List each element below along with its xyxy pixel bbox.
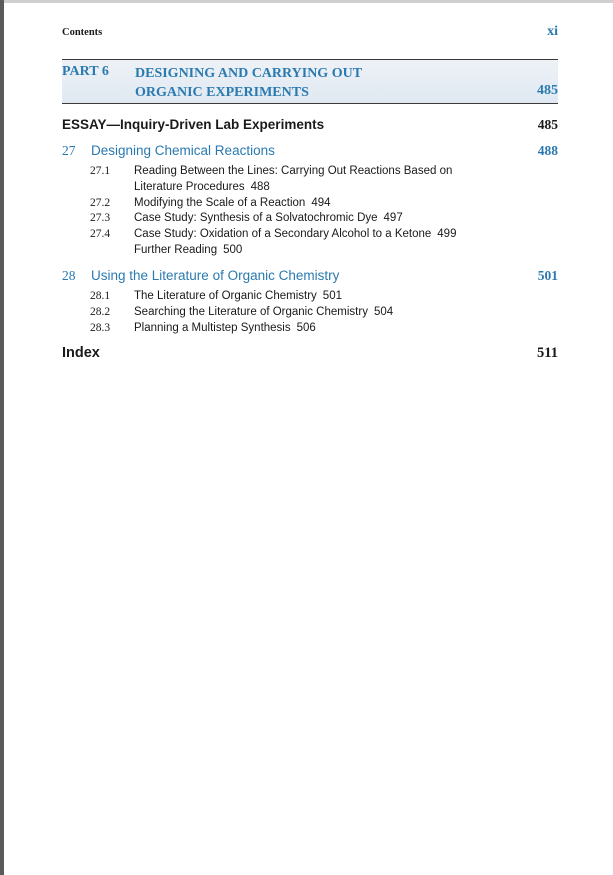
part-label: PART 6 [62,64,109,79]
section-number: 27.3 [90,212,111,224]
section-page: 494 [311,197,331,209]
section-number: 28.1 [90,290,111,302]
chapter-title: Using the Literature of Organic Chemistry [91,268,340,283]
index-title: Index [62,345,100,361]
section-title: Case Study: Oxidation of a Secondary Alcohol to a Ketone [134,228,432,240]
section-number: 28.3 [90,322,111,334]
page-top-edge [0,0,613,3]
further-reading-page: 500 [223,244,243,256]
chapter-page: 488 [537,143,558,158]
toc-entry-section-28-1[interactable] [90,288,490,304]
toc-entry-index[interactable] [62,345,558,365]
essay-title: ESSAY—Inquiry-Driven Lab Experiments [62,117,325,132]
chapter-page: 501 [537,268,558,283]
section-number: 27.4 [90,228,111,240]
toc-entry-essay[interactable] [62,117,558,135]
section-title-line-1: Reading Between the Lines: Carrying Out Reactions Based on [134,165,453,177]
section-page: 504 [373,306,394,318]
section-page: 488 [250,181,270,193]
section-title-line-2: Literature Procedures [134,181,245,193]
part-heading-band [62,59,558,104]
section-number: 27.1 [90,165,111,177]
chapter-title: Designing Chemical Reactions [91,143,275,158]
toc-entry-chapter-27[interactable] [62,143,558,161]
part-title-line-1: DESIGNING AND CARRYING OUT [135,66,363,81]
toc-entry-section-28-2[interactable] [90,304,490,320]
part-title-line-2: ORGANIC EXPERIMENTS [135,85,309,100]
section-title: Searching the Literature of Organic Chemistry [134,306,368,318]
section-title: Planning a Multistep Synthesis [134,322,291,334]
section-title: The Literature of Organic Chemistry [134,290,317,302]
running-head: Contents [62,27,103,38]
section-title [134,163,494,195]
page-left-edge [0,0,4,875]
toc-entry-section-28-3[interactable] [90,320,490,336]
toc-entry-further-reading[interactable] [90,242,490,258]
section-page: 501 [322,290,342,302]
toc-entry-section-27-4[interactable] [90,226,490,242]
page-number: xi [547,24,558,39]
toc-entry-section-27-1[interactable] [90,163,490,195]
chapter-number: 28 [62,268,76,283]
section-number: 28.2 [90,306,111,318]
toc-entry-section-27-3[interactable] [90,210,490,226]
section-page: 499 [437,228,457,240]
section-page: 506 [296,322,316,334]
section-number: 27.2 [90,197,111,209]
index-page: 511 [537,345,558,361]
part-page: 485 [537,83,558,98]
part-title [135,64,362,102]
further-reading-title: Further Reading [134,244,218,256]
section-title: Case Study: Synthesis of a Solvatochromic Dye [134,212,378,224]
essay-page: 485 [537,117,558,132]
chapter-number: 27 [62,143,76,158]
section-title: Modifying the Scale of a Reaction [134,197,306,209]
toc-entry-section-27-2[interactable] [90,195,490,211]
toc-entry-chapter-28[interactable] [62,268,558,286]
section-page: 497 [383,212,403,224]
